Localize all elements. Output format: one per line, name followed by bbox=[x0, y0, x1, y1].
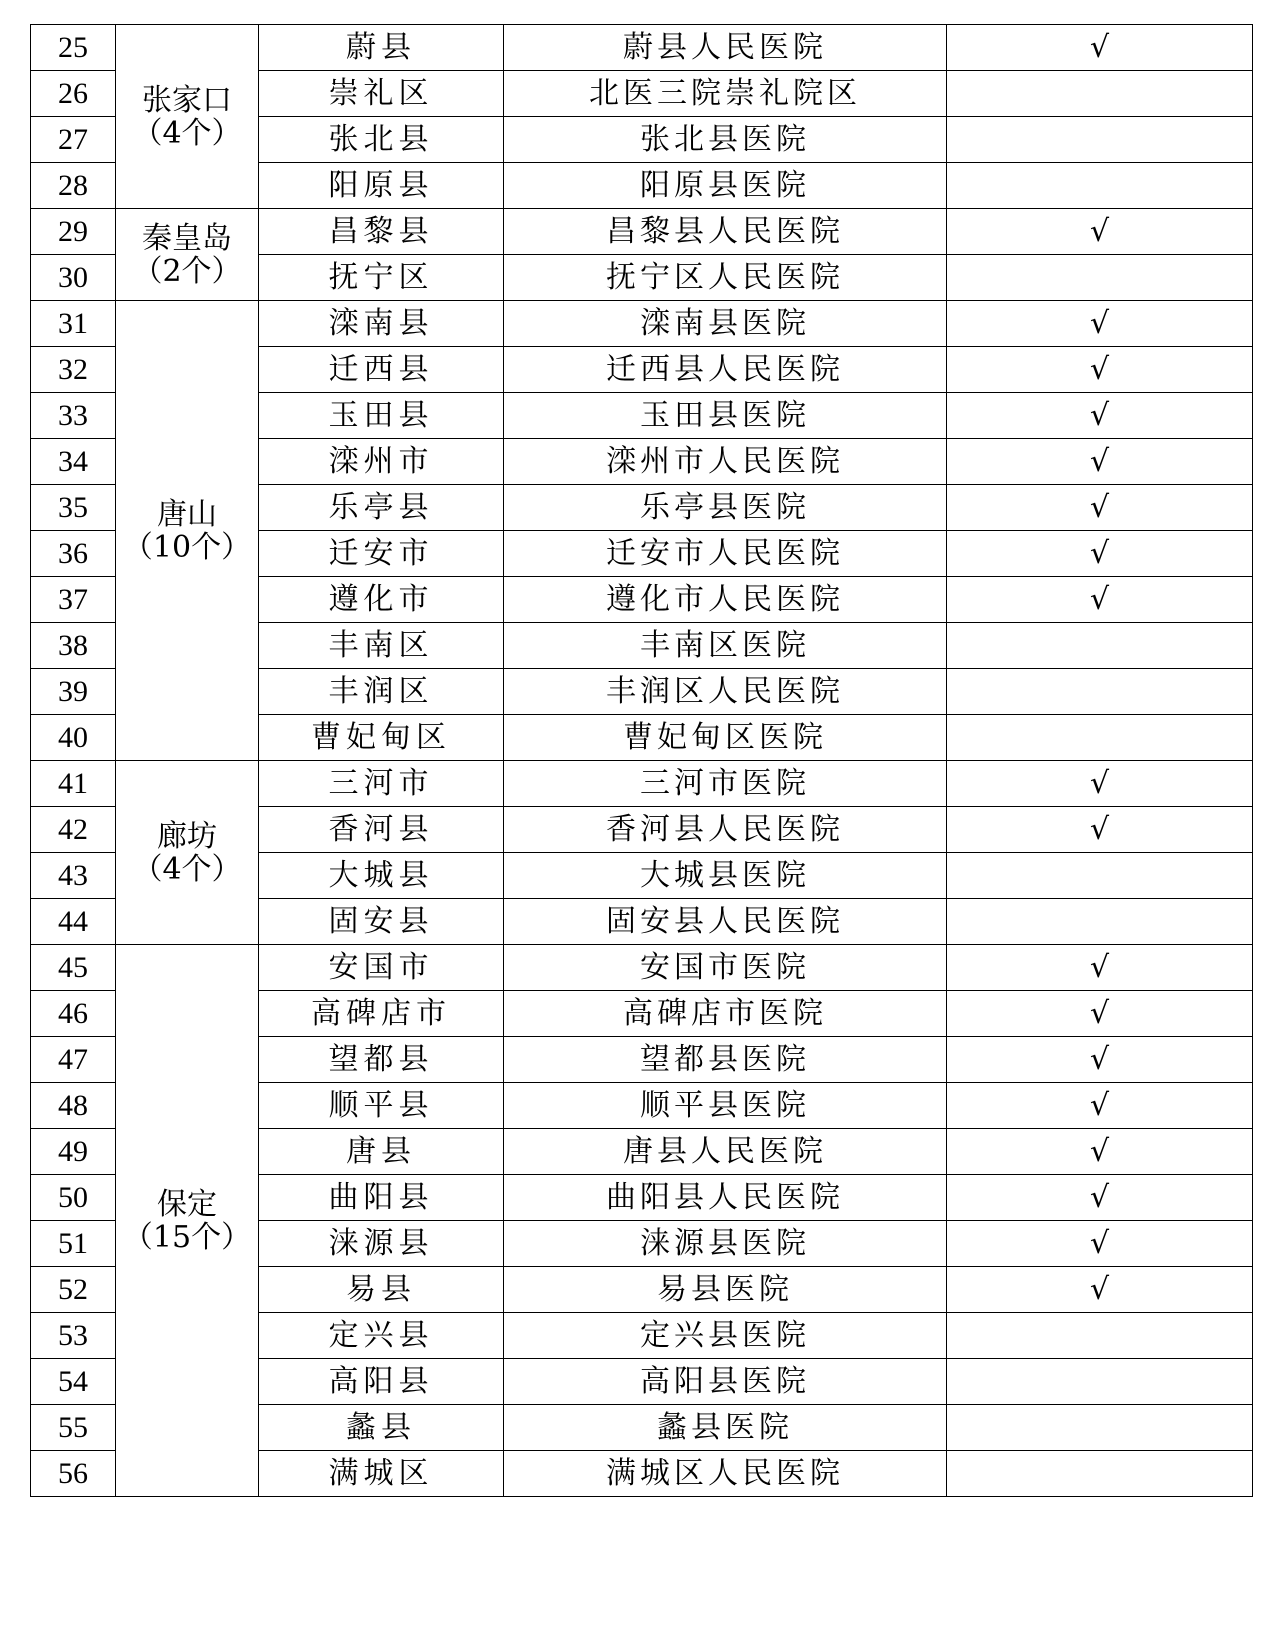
hospital-name: 迁安市人民医院 bbox=[504, 531, 947, 577]
hospital-name: 固安县人民医院 bbox=[504, 899, 947, 945]
hospital-name: 高阳县医院 bbox=[504, 1359, 947, 1405]
check-mark: √ bbox=[947, 485, 1253, 531]
check-mark: √ bbox=[947, 25, 1253, 71]
hospital-name: 易县医院 bbox=[504, 1267, 947, 1313]
county-name: 顺平县 bbox=[259, 1083, 504, 1129]
table-row bbox=[31, 301, 1253, 347]
county-name: 曲阳县 bbox=[259, 1175, 504, 1221]
hospital-name: 蠡县医院 bbox=[504, 1405, 947, 1451]
check-mark: √ bbox=[947, 761, 1253, 807]
row-number: 51 bbox=[31, 1221, 116, 1267]
county-name: 张北县 bbox=[259, 117, 504, 163]
check-mark bbox=[947, 669, 1253, 715]
hospital-name: 丰润区人民医院 bbox=[504, 669, 947, 715]
row-number: 29 bbox=[31, 209, 116, 255]
check-mark: √ bbox=[947, 991, 1253, 1037]
county-name: 滦州市 bbox=[259, 439, 504, 485]
hospital-name: 顺平县医院 bbox=[504, 1083, 947, 1129]
row-number: 27 bbox=[31, 117, 116, 163]
table-row bbox=[31, 209, 1253, 255]
hospital-name: 阳原县医院 bbox=[504, 163, 947, 209]
county-name: 定兴县 bbox=[259, 1313, 504, 1359]
hospital-name: 香河县人民医院 bbox=[504, 807, 947, 853]
hospital-name: 曲阳县人民医院 bbox=[504, 1175, 947, 1221]
county-name: 抚宁区 bbox=[259, 255, 504, 301]
hospital-name: 大城县医院 bbox=[504, 853, 947, 899]
row-number: 55 bbox=[31, 1405, 116, 1451]
check-mark: √ bbox=[947, 531, 1253, 577]
row-number: 39 bbox=[31, 669, 116, 715]
row-number: 34 bbox=[31, 439, 116, 485]
hospital-name: 三河市医院 bbox=[504, 761, 947, 807]
row-number: 40 bbox=[31, 715, 116, 761]
county-name: 高阳县 bbox=[259, 1359, 504, 1405]
hospital-name: 遵化市人民医院 bbox=[504, 577, 947, 623]
county-name: 高碑店市 bbox=[259, 991, 504, 1037]
row-number: 56 bbox=[31, 1451, 116, 1497]
city-cell bbox=[116, 945, 259, 1497]
county-name: 大城县 bbox=[259, 853, 504, 899]
check-mark bbox=[947, 117, 1253, 163]
city-name: 唐山 bbox=[157, 496, 217, 532]
row-number: 42 bbox=[31, 807, 116, 853]
hospital-name: 高碑店市医院 bbox=[504, 991, 947, 1037]
row-number: 25 bbox=[31, 25, 116, 71]
county-name: 曹妃甸区 bbox=[259, 715, 504, 761]
hospital-name: 望都县医院 bbox=[504, 1037, 947, 1083]
county-name: 崇礼区 bbox=[259, 71, 504, 117]
hospital-name: 安国市医院 bbox=[504, 945, 947, 991]
table-body bbox=[31, 25, 1253, 1497]
table-row bbox=[31, 25, 1253, 71]
city-cell bbox=[116, 209, 259, 301]
check-mark bbox=[947, 255, 1253, 301]
county-name: 滦南县 bbox=[259, 301, 504, 347]
row-number: 31 bbox=[31, 301, 116, 347]
county-name: 涞源县 bbox=[259, 1221, 504, 1267]
row-number: 53 bbox=[31, 1313, 116, 1359]
county-name: 乐亭县 bbox=[259, 485, 504, 531]
county-name: 蠡县 bbox=[259, 1405, 504, 1451]
county-name: 遵化市 bbox=[259, 577, 504, 623]
row-number: 48 bbox=[31, 1083, 116, 1129]
row-number: 32 bbox=[31, 347, 116, 393]
hospital-name: 抚宁区人民医院 bbox=[504, 255, 947, 301]
row-number: 54 bbox=[31, 1359, 116, 1405]
row-number: 43 bbox=[31, 853, 116, 899]
row-number: 49 bbox=[31, 1129, 116, 1175]
city-count: （4个） bbox=[132, 115, 242, 151]
row-number: 52 bbox=[31, 1267, 116, 1313]
row-number: 46 bbox=[31, 991, 116, 1037]
row-number: 33 bbox=[31, 393, 116, 439]
county-name: 香河县 bbox=[259, 807, 504, 853]
row-number: 38 bbox=[31, 623, 116, 669]
county-name: 玉田县 bbox=[259, 393, 504, 439]
hospital-table bbox=[30, 24, 1253, 1497]
county-name: 蔚县 bbox=[259, 25, 504, 71]
hospital-name: 昌黎县人民医院 bbox=[504, 209, 947, 255]
row-number: 50 bbox=[31, 1175, 116, 1221]
check-mark: √ bbox=[947, 393, 1253, 439]
check-mark: √ bbox=[947, 807, 1253, 853]
hospital-name: 丰南区医院 bbox=[504, 623, 947, 669]
check-mark: √ bbox=[947, 945, 1253, 991]
check-mark: √ bbox=[947, 1175, 1253, 1221]
table-row bbox=[31, 945, 1253, 991]
check-mark: √ bbox=[947, 1267, 1253, 1313]
city-cell bbox=[116, 301, 259, 761]
row-number: 36 bbox=[31, 531, 116, 577]
hospital-name: 玉田县医院 bbox=[504, 393, 947, 439]
row-number: 30 bbox=[31, 255, 116, 301]
hospital-name: 乐亭县医院 bbox=[504, 485, 947, 531]
check-mark bbox=[947, 715, 1253, 761]
row-number: 47 bbox=[31, 1037, 116, 1083]
county-name: 固安县 bbox=[259, 899, 504, 945]
check-mark: √ bbox=[947, 577, 1253, 623]
hospital-name: 唐县人民医院 bbox=[504, 1129, 947, 1175]
city-cell bbox=[116, 25, 259, 209]
hospital-name: 满城区人民医院 bbox=[504, 1451, 947, 1497]
city-count: （15个） bbox=[122, 1219, 252, 1255]
hospital-name: 涞源县医院 bbox=[504, 1221, 947, 1267]
city-name: 廊坊 bbox=[157, 818, 217, 854]
row-number: 26 bbox=[31, 71, 116, 117]
county-name: 三河市 bbox=[259, 761, 504, 807]
hospital-name: 北医三院崇礼院区 bbox=[504, 71, 947, 117]
hospital-name: 张北县医院 bbox=[504, 117, 947, 163]
hospital-name: 曹妃甸区医院 bbox=[504, 715, 947, 761]
county-name: 丰南区 bbox=[259, 623, 504, 669]
city-count: （4个） bbox=[132, 851, 242, 887]
check-mark bbox=[947, 1451, 1253, 1497]
county-name: 易县 bbox=[259, 1267, 504, 1313]
city-cell bbox=[116, 761, 259, 945]
city-count: （2个） bbox=[132, 253, 242, 289]
row-number: 45 bbox=[31, 945, 116, 991]
hospital-name: 滦州市人民医院 bbox=[504, 439, 947, 485]
check-mark bbox=[947, 853, 1253, 899]
check-mark bbox=[947, 71, 1253, 117]
county-name: 望都县 bbox=[259, 1037, 504, 1083]
check-mark bbox=[947, 163, 1253, 209]
city-name: 秦皇岛 bbox=[142, 220, 232, 256]
check-mark: √ bbox=[947, 1129, 1253, 1175]
check-mark bbox=[947, 623, 1253, 669]
row-number: 35 bbox=[31, 485, 116, 531]
check-mark: √ bbox=[947, 209, 1253, 255]
table-row bbox=[31, 761, 1253, 807]
hospital-name: 定兴县医院 bbox=[504, 1313, 947, 1359]
check-mark bbox=[947, 1359, 1253, 1405]
hospital-name: 滦南县医院 bbox=[504, 301, 947, 347]
hospital-name: 迁西县人民医院 bbox=[504, 347, 947, 393]
county-name: 唐县 bbox=[259, 1129, 504, 1175]
row-number: 44 bbox=[31, 899, 116, 945]
county-name: 迁安市 bbox=[259, 531, 504, 577]
county-name: 丰润区 bbox=[259, 669, 504, 715]
check-mark: √ bbox=[947, 439, 1253, 485]
check-mark: √ bbox=[947, 347, 1253, 393]
check-mark: √ bbox=[947, 1037, 1253, 1083]
check-mark bbox=[947, 1313, 1253, 1359]
hospital-name: 蔚县人民医院 bbox=[504, 25, 947, 71]
city-name: 保定 bbox=[157, 1186, 217, 1222]
county-name: 阳原县 bbox=[259, 163, 504, 209]
county-name: 满城区 bbox=[259, 1451, 504, 1497]
county-name: 昌黎县 bbox=[259, 209, 504, 255]
check-mark bbox=[947, 899, 1253, 945]
row-number: 28 bbox=[31, 163, 116, 209]
row-number: 37 bbox=[31, 577, 116, 623]
county-name: 安国市 bbox=[259, 945, 504, 991]
county-name: 迁西县 bbox=[259, 347, 504, 393]
check-mark: √ bbox=[947, 1083, 1253, 1129]
check-mark bbox=[947, 1405, 1253, 1451]
city-count: （10个） bbox=[122, 529, 252, 565]
check-mark: √ bbox=[947, 301, 1253, 347]
city-name: 张家口 bbox=[142, 82, 232, 118]
row-number: 41 bbox=[31, 761, 116, 807]
check-mark: √ bbox=[947, 1221, 1253, 1267]
